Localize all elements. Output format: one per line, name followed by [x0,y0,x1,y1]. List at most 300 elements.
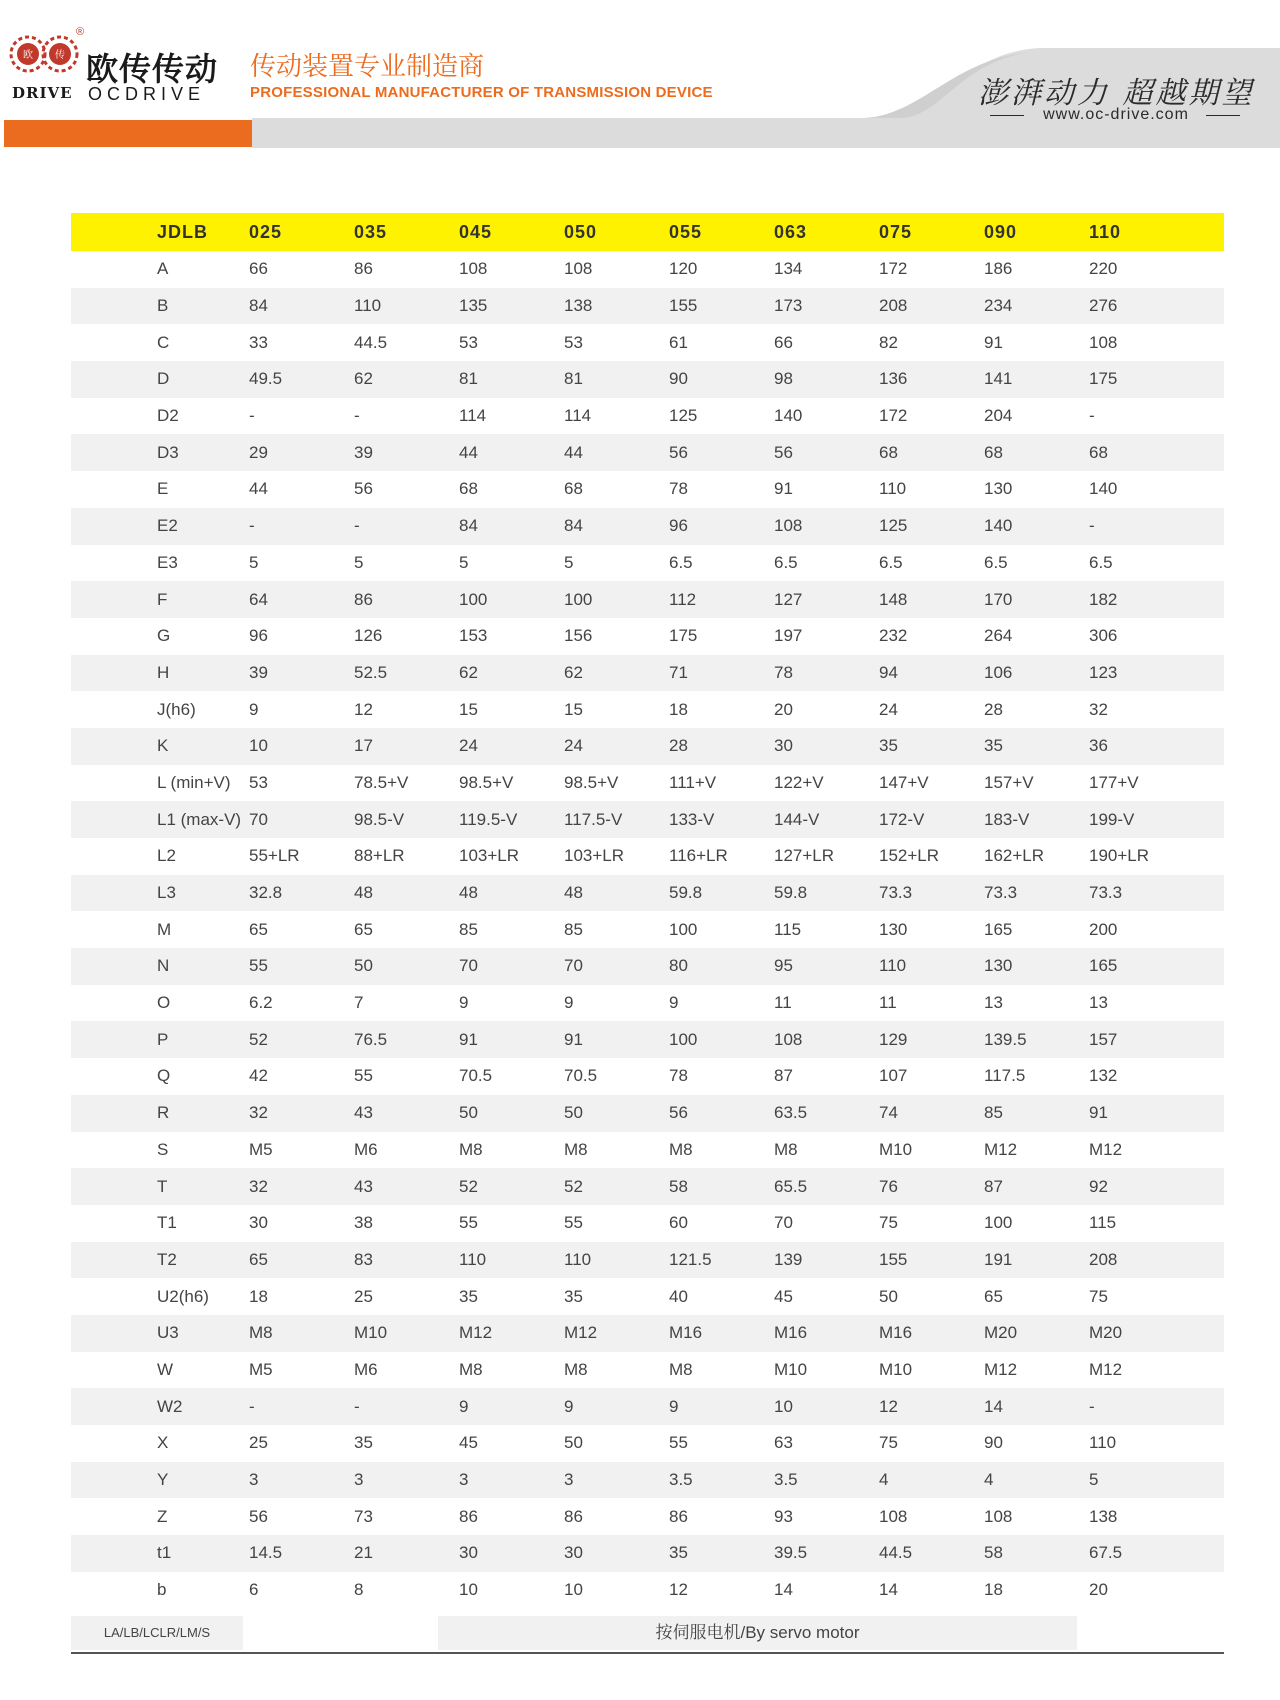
table-row [71,1315,1224,1352]
table-cell: - [1089,406,1095,426]
row-label: D [71,361,249,398]
table-row [71,545,1224,582]
row-label: P [71,1021,249,1058]
table-cell: 55 [249,948,354,985]
table-cell: 32 [1089,699,1108,719]
table-cell: 177+V [1089,772,1139,792]
svg-text:传: 传 [55,50,65,61]
table-cell: 4 [879,1462,984,1499]
table-cell: 74 [879,1095,984,1132]
table-cell: 52 [459,1168,564,1205]
table-cell: 62 [354,361,459,398]
row-label: L2 [157,846,176,866]
table-cell: 59.8 [774,875,879,912]
table-cell: 39 [354,434,459,471]
table-cell: 39 [249,655,354,692]
row-label: C [157,332,170,352]
table-cell: 98.5+V [459,772,514,792]
table-cell: 123 [1089,655,1224,692]
table-cell: 62 [459,655,564,692]
table-cell: 38 [354,1213,373,1233]
table-cell: 75 [879,1213,898,1233]
table-cell: 30 [249,1213,268,1233]
table-cell: 125 [879,508,984,545]
table-cell: 157 [1089,1021,1224,1058]
table-cell: 84 [459,508,564,545]
table-cell: 78.5+V [354,772,409,792]
table-cell: 3 [354,1462,459,1499]
table-cell: 18 [249,1286,268,1306]
table-cell: 35 [354,1433,373,1453]
table-cell: 100 [669,1021,774,1058]
table-cell: 86 [354,581,459,618]
table-cell: 111+V [669,772,717,792]
header-size-090: 090 [984,213,1089,251]
table-cell: 9 [564,1388,669,1425]
table-row [71,618,1224,655]
table-cell: 5 [354,552,364,572]
table-cell: - [249,508,354,545]
table-cell: M10 [879,1359,913,1379]
table-cell: 156 [564,626,593,646]
table-cell: 55 [669,1433,688,1453]
table-cell: 127 [774,581,879,618]
table-cell: 14 [879,1580,898,1600]
table-cell: - [249,1388,354,1425]
table-cell: 68 [1089,434,1224,471]
table-cell: 13 [1089,993,1108,1013]
dimension-table [71,213,1224,1608]
row-label: L3 [71,875,249,912]
table-cell: 153 [459,626,488,646]
table-cell: 3.5 [669,1462,774,1499]
table-cell: 68 [459,479,478,499]
table-cell: 86 [669,1506,688,1526]
table-cell: 139.5 [984,1021,1089,1058]
table-cell: 58 [984,1535,1089,1572]
table-cell: 6.5 [984,552,1008,572]
table-cell: 175 [1089,361,1224,398]
table-cell: 108 [984,1506,1013,1526]
brand-name-en-left: DRIVE [12,84,73,102]
table-cell: 56 [669,434,774,471]
table-cell: 9 [249,699,259,719]
table-cell: 42 [249,1066,268,1086]
table-row [71,324,1224,361]
row-label: U3 [71,1315,249,1352]
tagline-en: PROFESSIONAL MANUFACTURER OF TRANSMISSION DEVICE [250,84,713,101]
table-cell: 12 [879,1388,984,1425]
table-cell: M10 [774,1359,808,1379]
table-row [71,1498,1224,1535]
header-size-055: 055 [669,213,774,251]
table-cell: 138 [1089,1506,1118,1526]
table-cell: 24 [459,728,564,765]
table-body [71,251,1224,1608]
table-row [71,1388,1224,1425]
table-row [71,1462,1224,1499]
table-cell: 5 [1089,1462,1224,1499]
table-cell: 108 [879,1506,908,1526]
table-cell: 108 [1089,332,1118,352]
table-cell: 90 [984,1433,1003,1453]
table-cell: 108 [774,1021,879,1058]
table-cell: 50 [564,1433,583,1453]
table-cell: 20 [774,699,793,719]
table-cell: 73.3 [984,875,1089,912]
table-cell: 6.5 [669,552,693,572]
gear-logo-icon [4,28,84,80]
table-cell: 155 [879,1242,984,1279]
table-cell: 91 [984,332,1003,352]
table-row [71,288,1224,325]
table-cell: M10 [354,1315,459,1352]
table-cell: 172 [879,406,908,426]
brand-name-cn: 欧传传动 [86,50,219,88]
table-row [71,434,1224,471]
page-header [0,0,1280,150]
table-cell: - [1089,1388,1224,1425]
table-cell: M16 [879,1315,984,1352]
table-cell: 53 [249,772,268,792]
table-cell: 165 [984,919,1013,939]
table-cell: 92 [1089,1168,1224,1205]
table-cell: 30 [564,1535,669,1572]
row-label: D2 [157,406,179,426]
table-cell: 117.5 [984,1066,1026,1086]
table-cell: M12 [984,1359,1018,1379]
table-cell: 32 [249,1168,354,1205]
table-row [71,985,1224,1022]
table-cell: 73.3 [1089,875,1224,912]
table-cell: 70 [774,1213,793,1233]
header-size-035: 035 [354,213,459,251]
table-cell: 44 [249,479,268,499]
table-cell: 44.5 [354,332,388,352]
table-cell: 135 [459,288,564,325]
table-cell: 110 [459,1242,564,1279]
table-cell: 6.2 [249,993,273,1013]
table-cell: 63.5 [774,1095,879,1132]
table-cell: 65 [354,919,373,939]
table-cell: 134 [774,259,803,279]
table-row [71,1425,1224,1462]
table-row [71,1095,1224,1132]
row-label: O [157,993,171,1013]
table-cell: 155 [669,288,774,325]
table-cell: 100 [984,1213,1013,1233]
header-size-045: 045 [459,213,564,251]
table-row [71,361,1224,398]
table-cell: 232 [879,626,908,646]
table-cell: M20 [1089,1315,1224,1352]
table-cell: 65 [249,1242,354,1279]
table-cell: 49.5 [249,361,354,398]
table-cell: 141 [984,361,1089,398]
table-cell: 55+LR [249,846,300,866]
table-row [71,398,1224,435]
table-cell: 173 [774,288,879,325]
table-cell: 65.5 [774,1168,879,1205]
table-cell: 114 [564,406,592,426]
table-cell: 9 [669,993,679,1013]
table-cell: 9 [459,1388,564,1425]
table-cell: 59.8 [669,875,774,912]
table-cell: 60 [669,1213,688,1233]
table-cell: 52 [564,1168,669,1205]
table-cell: 172 [879,259,908,279]
table-cell: 75 [879,1433,898,1453]
table-cell: 28 [669,728,774,765]
table-cell: 78 [774,655,879,692]
table-cell: 48 [459,875,564,912]
table-cell: 84 [249,288,354,325]
table-cell: 18 [669,699,688,719]
table-cell: 12 [354,699,373,719]
table-cell: 83 [354,1242,459,1279]
table-cell: 208 [1089,1242,1224,1279]
table-cell: 50 [459,1095,564,1132]
table-cell: 96 [249,626,268,646]
table-cell: 66 [249,259,268,279]
table-cell: M8 [459,1359,483,1379]
table-cell: 133-V [669,801,774,838]
table-cell: 85 [984,1095,1089,1132]
table-cell: 125 [669,406,698,426]
row-label: U2(h6) [157,1286,209,1306]
table-cell: 35 [984,728,1089,765]
table-cell: 13 [984,993,1003,1013]
table-row [71,581,1224,618]
table-cell: 35 [564,1286,583,1306]
table-cell: 20 [1089,1580,1108,1600]
row-label: H [71,655,249,692]
tagline-cn: 传动装置专业制造商 [250,52,485,82]
table-cell: 76 [879,1168,984,1205]
table-cell: 17 [354,728,459,765]
table-cell: 162+LR [984,846,1045,866]
table-cell: 52.5 [354,655,459,692]
table-cell: 5 [564,552,574,572]
table-cell: 100 [669,919,698,939]
table-cell: 14.5 [249,1535,354,1572]
table-cell: 10 [459,1580,478,1600]
table-row [71,1132,1224,1169]
table-cell: 68 [984,434,1089,471]
table-row [71,948,1224,985]
table-cell: 45 [459,1433,478,1453]
table-cell: 24 [879,699,898,719]
table-cell: 197 [774,626,803,646]
table-cell: 130 [984,479,1013,499]
table-cell: 172-V [879,801,984,838]
table-cell: 108 [774,508,879,545]
row-label: G [157,626,171,646]
table-cell: 56 [249,1506,268,1526]
table-cell: 87 [774,1066,793,1086]
row-label: D3 [71,434,249,471]
table-cell: 96 [669,508,774,545]
table-cell: M16 [669,1315,774,1352]
row-label: L (min+V) [157,772,231,792]
table-cell: 112 [669,581,774,618]
table-cell: 110 [564,1242,669,1279]
table-cell: 117.5-V [564,801,669,838]
table-cell: 84 [564,508,669,545]
table-cell: 140 [1089,479,1118,499]
row-label: K [71,728,249,765]
table-row [71,1205,1224,1242]
table-cell: 66 [774,332,793,352]
table-cell: 100 [459,581,564,618]
table-cell: 6 [249,1580,259,1600]
table-cell: 68 [879,434,984,471]
table-cell: 55 [459,1213,478,1233]
table-cell: 90 [669,361,774,398]
table-cell: 44 [459,434,564,471]
table-cell: M8 [774,1139,798,1159]
table-row [71,1021,1224,1058]
table-cell: 85 [564,919,583,939]
table-cell: 50 [354,948,459,985]
table-cell: 55 [354,1066,373,1086]
row-label: T2 [71,1242,249,1279]
row-label: A [157,259,169,279]
table-cell: 183-V [984,801,1089,838]
table-cell: 35 [879,728,984,765]
table-cell: 88+LR [354,846,405,866]
table-cell: 157+V [984,772,1034,792]
table-cell: 63 [774,1433,793,1453]
table-cell: M12 [1089,1139,1123,1159]
table-cell: 24 [564,728,669,765]
table-cell: 119.5-V [459,801,564,838]
table-cell: M8 [564,1359,588,1379]
table-cell: M12 [984,1139,1018,1159]
table-cell: 208 [879,288,984,325]
table-cell: 6.5 [879,552,903,572]
table-cell: 276 [1089,288,1224,325]
table-cell: 15 [564,699,583,719]
table-cell: 98 [774,361,879,398]
row-label: Q [157,1066,171,1086]
table-cell: 136 [879,361,984,398]
row-label: J(h6) [157,699,196,719]
table-cell: 121.5 [669,1242,774,1279]
table-row [71,508,1224,545]
table-cell: 110 [879,479,907,499]
table-cell: 107 [879,1066,908,1086]
table-cell: 61 [669,332,688,352]
table-cell: 5 [249,552,259,572]
header-size-075: 075 [879,213,984,251]
table-cell: 67.5 [1089,1535,1224,1572]
table-cell: 138 [564,288,669,325]
table-cell: 58 [669,1168,774,1205]
table-cell: 45 [774,1286,793,1306]
table-cell: M8 [669,1139,693,1159]
table-cell: 199-V [1089,801,1224,838]
table-cell: 264 [984,626,1013,646]
table-cell: 53 [459,332,478,352]
table-cell: 115 [774,919,802,939]
table-cell: 32.8 [249,875,354,912]
table-cell: 148 [879,581,984,618]
table-cell: 11 [879,993,897,1013]
row-label: Z [157,1506,168,1526]
table-cell: 3 [249,1462,354,1499]
table-cell: 204 [984,406,1013,426]
row-label: W2 [71,1388,249,1425]
table-cell: 70 [249,801,354,838]
table-cell: 56 [774,434,879,471]
table-cell: 75 [1089,1286,1108,1306]
table-footer-row [71,1616,1224,1650]
table-cell: 116+LR [669,846,728,866]
table-row [71,1572,1224,1609]
table-cell: 100 [564,581,669,618]
table-cell: 9 [669,1388,774,1425]
table-cell: 140 [984,508,1089,545]
table-row [71,911,1224,948]
table-cell: 70.5 [564,1066,598,1086]
table-cell: 108 [564,259,593,279]
table-row [71,875,1224,912]
table-cell: 70.5 [459,1066,493,1086]
url-rule-left [990,115,1024,116]
table-cell: - [1089,508,1224,545]
table-cell: 39.5 [774,1535,879,1572]
table-cell: 190+LR [1089,846,1150,866]
row-label: E3 [157,552,178,572]
table-cell: M8 [459,1139,483,1159]
footer-servo-note: 按伺服电机/By servo motor [438,1616,1077,1650]
table-cell: 144-V [774,801,879,838]
table-row [71,1278,1224,1315]
registered-mark: ® [76,26,85,38]
table-cell: 165 [1089,948,1224,985]
table-cell: 14 [984,1388,1089,1425]
table-cell: 91 [459,1021,564,1058]
table-cell: M10 [879,1139,913,1159]
website-url: www.oc-drive.com [1043,106,1189,123]
table-row [71,655,1224,692]
table-cell: 65 [249,919,268,939]
table-cell: 43 [354,1095,459,1132]
table-cell: 91 [1089,1095,1224,1132]
table-cell: 130 [879,919,908,939]
table-row [71,1352,1224,1389]
table-cell: 3 [459,1462,564,1499]
table-cell: - [354,1388,459,1425]
row-label: W [157,1359,174,1379]
table-cell: 70 [564,948,669,985]
table-row [71,691,1224,728]
row-label: L1 (max-V) [71,801,249,838]
row-label: b [157,1580,167,1600]
header-size-050: 050 [564,213,669,251]
table-cell: M8 [669,1359,693,1379]
table-cell: 18 [984,1580,1003,1600]
table-cell: 6.5 [774,552,798,572]
table-cell: 28 [984,699,1003,719]
table-cell: 93 [774,1506,793,1526]
row-label: T1 [157,1213,177,1233]
bottom-rule [71,1652,1224,1654]
row-label: N [71,948,249,985]
table-cell: 62 [564,655,669,692]
row-label: X [157,1433,169,1453]
